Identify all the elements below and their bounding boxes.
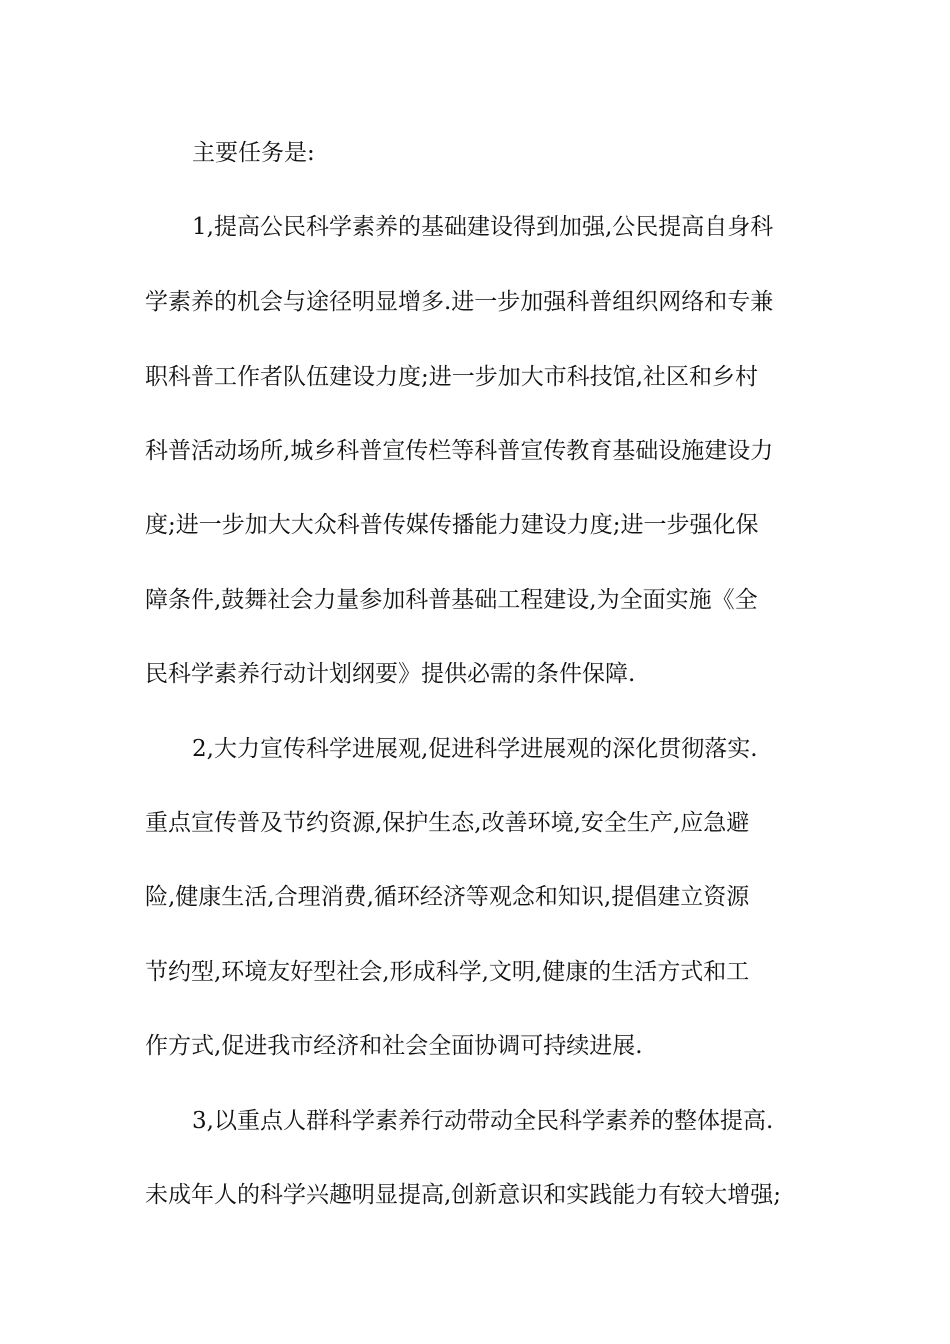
text-line: 职科普工作者队伍建设力度;进一步加大市科技馆,社区和乡村	[145, 364, 759, 390]
text-line: 1,提高公民科学素养的基础建设得到加强,公民提高自身科	[192, 214, 774, 240]
text-line: 度;进一步加大大众科普传媒传播能力建设力度;进一步强化保	[145, 512, 759, 538]
text-line: 作方式,促进我市经济和社会全面协调可持续进展.	[145, 1033, 643, 1059]
text-line: 科普活动场所,城乡科普宣传栏等科普宣传教育基础设施建设力	[145, 438, 774, 464]
text-line: 重点宣传普及节约资源,保护生态,改善环境,安全生产,应急避	[145, 810, 750, 836]
text-line: 未成年人的科学兴趣明显提高,创新意识和实践能力有较大增强;	[145, 1182, 782, 1208]
text-line: 3,以重点人群科学素养行动带动全民科学素养的整体提高.	[192, 1108, 774, 1134]
text-line: 民科学素养行动计划纲要》提供必需的条件保障.	[145, 661, 636, 687]
text-line: 障条件,鼓舞社会力量参加科普基础工程建设,为全面实施《全	[145, 587, 758, 613]
text-line-heading: 主要任务是:	[192, 140, 315, 166]
text-line: 险,健康生活,合理消费,循环经济等观念和知识,提倡建立资源	[145, 884, 750, 910]
text-line: 2,大力宣传科学进展观,促进科学进展观的深化贯彻落实.	[192, 736, 758, 762]
text-line: 节约型,环境友好型社会,形成科学,文明,健康的生活方式和工	[145, 959, 750, 985]
text-line: 学素养的机会与途径明显增多.进一步加强科普组织网络和专兼	[145, 289, 774, 315]
